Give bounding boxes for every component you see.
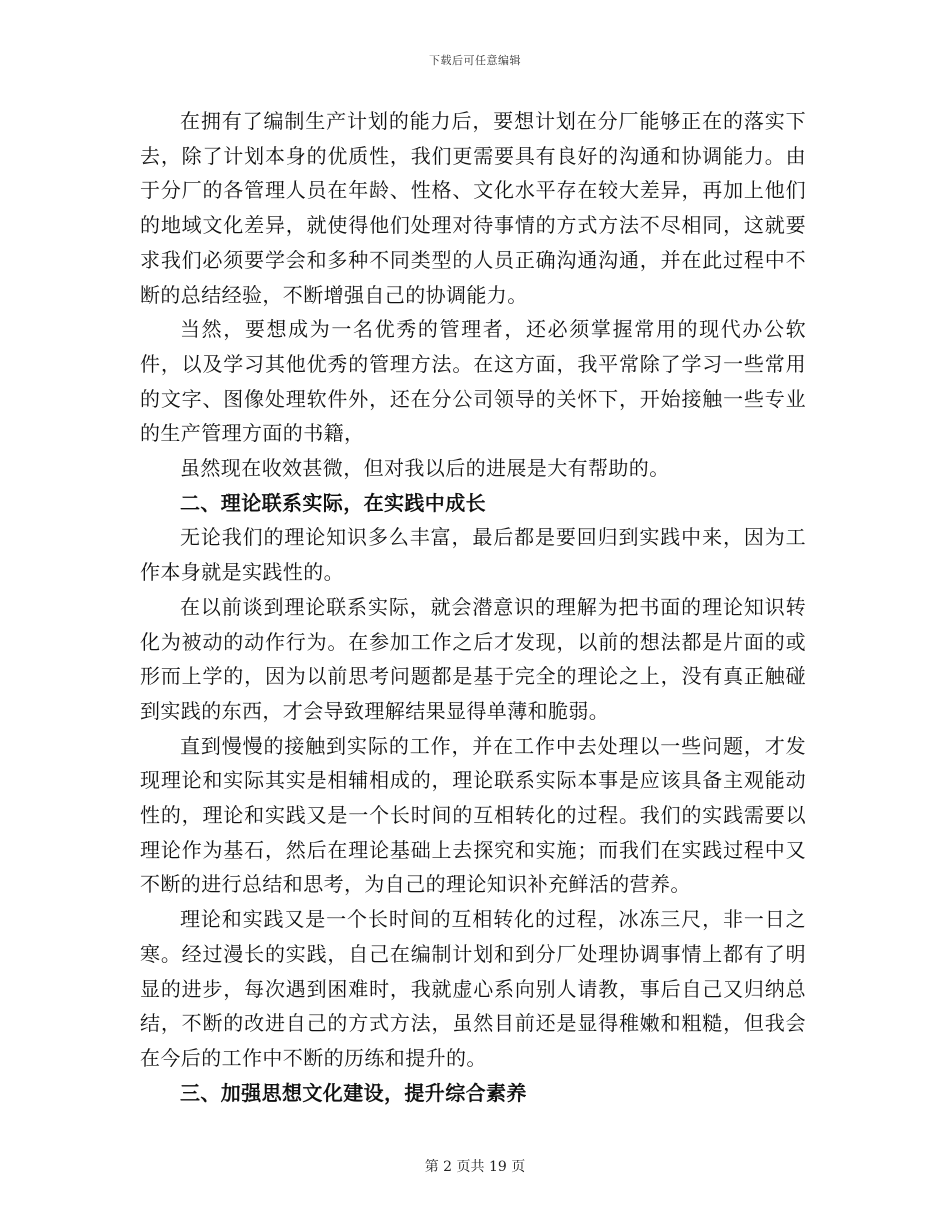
body-paragraph: 虽然现在收效甚微，但对我以后的进展是大有帮助的。: [180, 456, 670, 481]
body-paragraph: 理论和实践又是一个长时间的互相转化的过程，冰冻三尺，非一日之寒。经过漫长的实践，自己在编制计划和到分厂处理协调事情上都有了明显的进步，每次遇到困难时，我就虚心系向别人请教，事后自己又归纳总结，不断的改进自己的方式方法，虽然目前还是显得稚嫩和粗糙，但我会在今后的工作中不断的历练和提升的。: [140, 907, 806, 1070]
page-footer: 第 2 页共 19 页: [424, 1159, 526, 1175]
body-paragraph: 当然，要想成为一名优秀的管理者，还必须掌握常用的现代办公软件，以及学习其他优秀的管理方法。在这方面，我平常除了学习一些常用的文字、图像处理软件外，还在分公司领导的关怀下，开始接触一些专业的生产管理方面的书籍，: [140, 317, 806, 446]
body-paragraph: 在拥有了编制生产计划的能力后，要想计划在分厂能够正在的落实下去，除了计划本身的优质性，我们更需要具有良好的沟通和协调能力。由于分厂的各管理人员在年龄、性格、文化水平存在较大差异，再加上他们的地域文化差异，就使得他们处理对待事情的方式方法不尽相同，这就要求我们必须要学会和多种不同类型的人员正确沟通沟通，并在此过程中不断的总结经验，不断增强自己的协调能力。: [140, 109, 806, 307]
body-paragraph: 无论我们的理论知识多么丰富，最后都是要回归到实践中来，因为工作本身就是实践性的。: [140, 525, 806, 585]
document-body: [140, 104, 806, 1110]
section-heading: 三、加强思想文化建设，提升综合素养: [180, 1080, 527, 1105]
body-paragraph: 在以前谈到理论联系实际，就会潜意识的理解为把书面的理论知识转化为被动的动作行为。在参加工作之后才发现，以前的想法都是片面的或形而上学的，因为以前思考问题都是基于完全的理论之上，没有真正触碰到实践的东西，才会导致理解结果显得单薄和脆弱。: [140, 594, 806, 723]
body-paragraph: 直到慢慢的接触到实际的工作，并在工作中去处理以一些问题，才发现理论和实际其实是相辅相成的，理论联系实际本事是应该具备主观能动性的，理论和实践又是一个长时间的互相转化的过程。我们的实践需要以理论作为基石，然后在理论基础上去探究和实施；而我们在实践过程中又不断的进行总结和思考，为自己的理论知识补充鲜活的营养。: [140, 733, 806, 897]
page-header: 下载后可任意编辑: [429, 54, 521, 67]
section-heading: 二、理论联系实际，在实践中成长: [180, 490, 486, 515]
